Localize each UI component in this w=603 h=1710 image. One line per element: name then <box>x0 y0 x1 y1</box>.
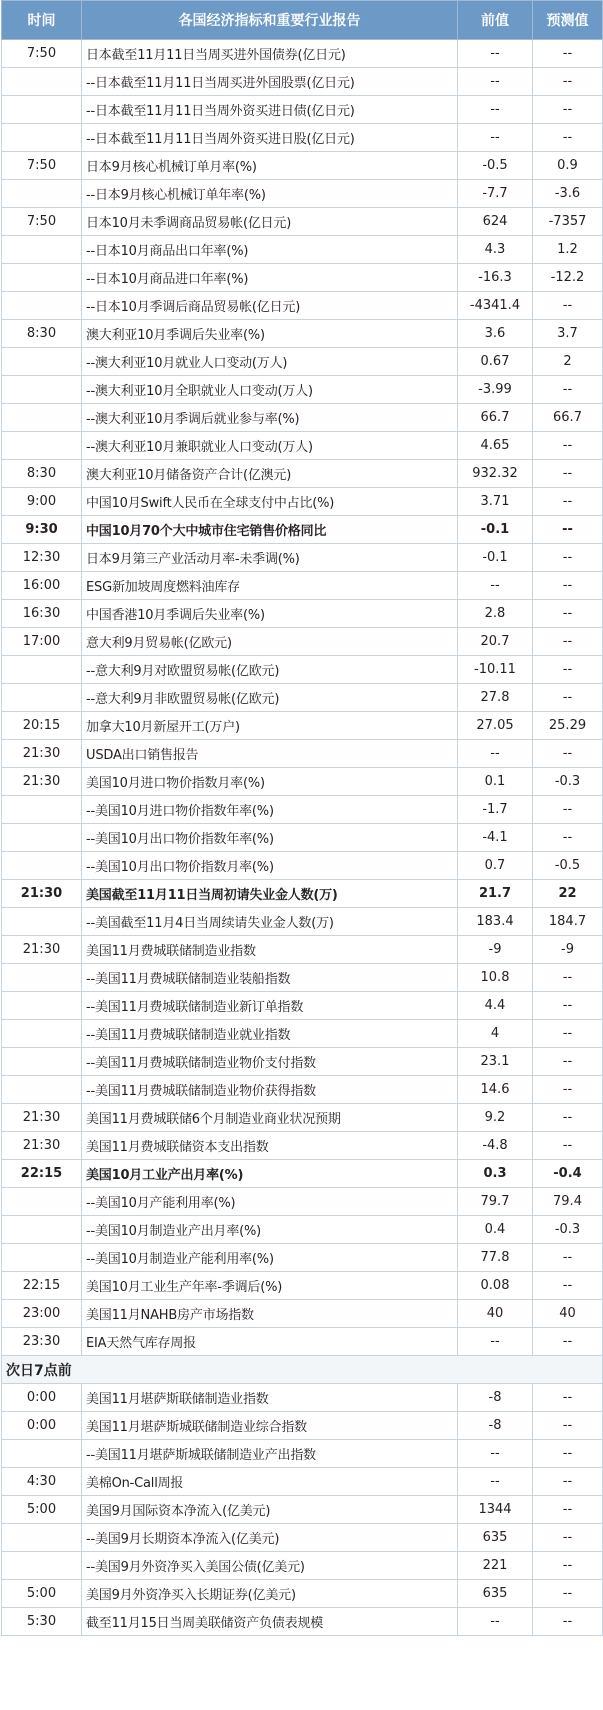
row-previous-value: -7.7 <box>458 180 533 208</box>
row-previous-value: 77.8 <box>458 1244 533 1272</box>
row-indicator-name: 美国11月堪萨斯联储制造业指数 <box>82 1384 458 1412</box>
row-forecast-value: -- <box>533 684 603 712</box>
row-forecast-value: -- <box>533 1496 603 1524</box>
row-time <box>2 236 82 264</box>
row-forecast-value: 0.9 <box>533 152 603 180</box>
row-previous-value: -0.5 <box>458 152 533 180</box>
row-time: 21:30 <box>2 880 82 908</box>
table-row <box>2 376 603 404</box>
header-prev: 前值 <box>458 1 533 40</box>
row-indicator-name: 美棉On-Call周报 <box>82 1468 458 1496</box>
row-indicator-name: 美国11月堪萨斯城联储制造业综合指数 <box>82 1412 458 1440</box>
row-time <box>2 376 82 404</box>
row-forecast-value: -- <box>533 488 603 516</box>
row-indicator-name: --澳大利亚10月季调后就业参与率(%) <box>82 404 458 432</box>
row-forecast-value: -- <box>533 516 603 544</box>
row-previous-value: 4.65 <box>458 432 533 460</box>
table-row <box>2 600 603 628</box>
row-indicator-name: --美国9月长期资本净流入(亿美元) <box>82 1524 458 1552</box>
row-previous-value: -3.99 <box>458 376 533 404</box>
row-time: 4:30 <box>2 1468 82 1496</box>
row-indicator-name: 澳大利亚10月储备资产合计(亿澳元) <box>82 460 458 488</box>
section-label: 次日7点前 <box>2 1356 603 1384</box>
row-time <box>2 1244 82 1272</box>
row-time <box>2 96 82 124</box>
row-indicator-name: --澳大利亚10月兼职就业人口变动(万人) <box>82 432 458 460</box>
row-time: 23:30 <box>2 1328 82 1356</box>
table-row <box>2 404 603 432</box>
row-indicator-name: 美国9月国际资本净流入(亿美元) <box>82 1496 458 1524</box>
table-row <box>2 880 603 908</box>
table-row <box>2 740 603 768</box>
table-row <box>2 1552 603 1580</box>
table-row <box>2 516 603 544</box>
row-forecast-value: -- <box>533 292 603 320</box>
row-time <box>2 1048 82 1076</box>
row-previous-value: -0.1 <box>458 544 533 572</box>
table-row <box>2 796 603 824</box>
row-previous-value: 4.3 <box>458 236 533 264</box>
row-previous-value: 0.1 <box>458 768 533 796</box>
row-indicator-name: --澳大利亚10月全职就业人口变动(万人) <box>82 376 458 404</box>
row-indicator-name: 美国11月费城联储6个月制造业商业状况预期 <box>82 1104 458 1132</box>
row-previous-value: -- <box>458 124 533 152</box>
header-title: 各国经济指标和重要行业报告 <box>82 1 458 40</box>
row-forecast-value: 1.2 <box>533 236 603 264</box>
row-time: 23:00 <box>2 1300 82 1328</box>
row-indicator-name: 意大利9月贸易帐(亿欧元) <box>82 628 458 656</box>
row-time: 5:00 <box>2 1580 82 1608</box>
row-time: 16:30 <box>2 600 82 628</box>
row-previous-value: 4 <box>458 1020 533 1048</box>
row-indicator-name: 中国10月70个大中城市住宅销售价格同比 <box>82 516 458 544</box>
row-forecast-value: -- <box>533 1524 603 1552</box>
row-indicator-name: 中国10月Swift人民币在全球支付中占比(%) <box>82 488 458 516</box>
row-previous-value: 21.7 <box>458 880 533 908</box>
row-forecast-value: -- <box>533 740 603 768</box>
row-forecast-value: -0.4 <box>533 1160 603 1188</box>
row-indicator-name: --澳大利亚10月就业人口变动(万人) <box>82 348 458 376</box>
row-time: 0:00 <box>2 1412 82 1440</box>
row-previous-value: -- <box>458 740 533 768</box>
row-time <box>2 992 82 1020</box>
row-time <box>2 348 82 376</box>
row-previous-value: 23.1 <box>458 1048 533 1076</box>
row-forecast-value: 79.4 <box>533 1188 603 1216</box>
table-row <box>2 936 603 964</box>
table-row <box>2 68 603 96</box>
row-forecast-value: -3.6 <box>533 180 603 208</box>
row-forecast-value: -- <box>533 992 603 1020</box>
table-row <box>2 292 603 320</box>
row-previous-value: 635 <box>458 1524 533 1552</box>
row-indicator-name: --美国11月费城联储制造业装船指数 <box>82 964 458 992</box>
row-previous-value: 221 <box>458 1552 533 1580</box>
table-row <box>2 684 603 712</box>
row-indicator-name: --日本10月季调后商品贸易帐(亿日元) <box>82 292 458 320</box>
row-indicator-name: --美国9月外资净买入美国公债(亿美元) <box>82 1552 458 1580</box>
row-time <box>2 1020 82 1048</box>
row-previous-value: 14.6 <box>458 1076 533 1104</box>
row-previous-value: -8 <box>458 1412 533 1440</box>
row-previous-value: -- <box>458 96 533 124</box>
row-indicator-name: USDA出口销售报告 <box>82 740 458 768</box>
row-indicator-name: --美国11月费城联储制造业就业指数 <box>82 1020 458 1048</box>
row-previous-value: -4.1 <box>458 824 533 852</box>
row-time: 7:50 <box>2 40 82 68</box>
row-time: 22:15 <box>2 1160 82 1188</box>
row-forecast-value: 40 <box>533 1300 603 1328</box>
row-time: 9:30 <box>2 516 82 544</box>
table-row <box>2 460 603 488</box>
row-forecast-value: -- <box>533 1244 603 1272</box>
row-time: 8:30 <box>2 320 82 348</box>
row-forecast-value: -- <box>533 1440 603 1468</box>
row-forecast-value: -9 <box>533 936 603 964</box>
row-indicator-name: 美国10月工业生产年率-季调后(%) <box>82 1272 458 1300</box>
table-row <box>2 1580 603 1608</box>
row-previous-value: 10.8 <box>458 964 533 992</box>
row-forecast-value: -- <box>533 1132 603 1160</box>
row-forecast-value: 3.7 <box>533 320 603 348</box>
table-header <box>2 1 603 40</box>
row-indicator-name: 日本10月未季调商品贸易帐(亿日元) <box>82 208 458 236</box>
row-time: 16:00 <box>2 572 82 600</box>
table-row <box>2 824 603 852</box>
row-forecast-value: -7357 <box>533 208 603 236</box>
row-indicator-name: --美国10月出口物价指数月率(%) <box>82 852 458 880</box>
row-time <box>2 1188 82 1216</box>
row-forecast-value: -12.2 <box>533 264 603 292</box>
row-indicator-name: --日本截至11月11日当周买进外国股票(亿日元) <box>82 68 458 96</box>
table-row <box>2 1608 603 1636</box>
table-row <box>2 1076 603 1104</box>
row-previous-value: 0.4 <box>458 1216 533 1244</box>
row-forecast-value: -- <box>533 824 603 852</box>
row-forecast-value: -0.5 <box>533 852 603 880</box>
row-forecast-value: -0.3 <box>533 1216 603 1244</box>
row-time <box>2 404 82 432</box>
row-forecast-value: 22 <box>533 880 603 908</box>
row-previous-value: 9.2 <box>458 1104 533 1132</box>
table-row <box>2 1272 603 1300</box>
row-indicator-name: 美国11月费城联储资本支出指数 <box>82 1132 458 1160</box>
row-previous-value: 0.7 <box>458 852 533 880</box>
row-time <box>2 1216 82 1244</box>
row-indicator-name: 美国10月工业产出月率(%) <box>82 1160 458 1188</box>
row-indicator-name: --美国10月出口物价指数年率(%) <box>82 824 458 852</box>
row-previous-value: 0.67 <box>458 348 533 376</box>
row-time <box>2 964 82 992</box>
row-forecast-value: -- <box>533 656 603 684</box>
header-forecast: 预测值 <box>533 1 603 40</box>
row-indicator-name: 美国9月外资净买入长期证券(亿美元) <box>82 1580 458 1608</box>
row-time: 22:15 <box>2 1272 82 1300</box>
row-indicator-name: 澳大利亚10月季调后失业率(%) <box>82 320 458 348</box>
table-row <box>2 1468 603 1496</box>
table-row <box>2 1300 603 1328</box>
table-row <box>2 964 603 992</box>
table-row <box>2 40 603 68</box>
row-forecast-value: -- <box>533 1468 603 1496</box>
row-previous-value: 624 <box>458 208 533 236</box>
row-forecast-value: -- <box>533 376 603 404</box>
row-time <box>2 264 82 292</box>
row-previous-value: -- <box>458 68 533 96</box>
table-row <box>2 656 603 684</box>
row-forecast-value: -- <box>533 1412 603 1440</box>
row-time <box>2 1440 82 1468</box>
table-row <box>2 180 603 208</box>
row-forecast-value: -- <box>533 1020 603 1048</box>
table-row <box>2 236 603 264</box>
row-time: 5:30 <box>2 1608 82 1636</box>
row-indicator-name: --意大利9月对欧盟贸易帐(亿欧元) <box>82 656 458 684</box>
table-row <box>2 320 603 348</box>
row-forecast-value: -- <box>533 124 603 152</box>
table-row <box>2 264 603 292</box>
table-body <box>2 40 603 1636</box>
row-indicator-name: --意大利9月非欧盟贸易帐(亿欧元) <box>82 684 458 712</box>
row-indicator-name: --美国10月产能利用率(%) <box>82 1188 458 1216</box>
table-row <box>2 768 603 796</box>
row-indicator-name: 美国截至11月11日当周初请失业金人数(万) <box>82 880 458 908</box>
row-previous-value: -- <box>458 1328 533 1356</box>
table-row <box>2 852 603 880</box>
row-time <box>2 180 82 208</box>
row-indicator-name: --美国10月制造业产能利用率(%) <box>82 1244 458 1272</box>
row-previous-value: 3.6 <box>458 320 533 348</box>
row-forecast-value: -- <box>533 96 603 124</box>
row-forecast-value: -- <box>533 40 603 68</box>
row-indicator-name: --美国11月费城联储制造业新订单指数 <box>82 992 458 1020</box>
table-row <box>2 712 603 740</box>
table-row <box>2 1440 603 1468</box>
row-forecast-value: -- <box>533 572 603 600</box>
table-row <box>2 1020 603 1048</box>
row-indicator-name: 美国11月NAHB房产市场指数 <box>82 1300 458 1328</box>
row-forecast-value: -- <box>533 964 603 992</box>
table-row <box>2 1160 603 1188</box>
row-indicator-name: --日本9月核心机械订单年率(%) <box>82 180 458 208</box>
table-row <box>2 208 603 236</box>
table-row <box>2 488 603 516</box>
row-forecast-value: -- <box>533 460 603 488</box>
row-indicator-name: --日本10月商品进口年率(%) <box>82 264 458 292</box>
table-row <box>2 432 603 460</box>
row-time <box>2 124 82 152</box>
row-forecast-value: -- <box>533 1272 603 1300</box>
row-indicator-name: 加拿大10月新屋开工(万户) <box>82 712 458 740</box>
table-row <box>2 1384 603 1412</box>
row-previous-value: 3.71 <box>458 488 533 516</box>
row-forecast-value: 66.7 <box>533 404 603 432</box>
row-forecast-value: -- <box>533 1552 603 1580</box>
row-time: 9:00 <box>2 488 82 516</box>
row-time <box>2 1076 82 1104</box>
row-time: 8:30 <box>2 460 82 488</box>
row-forecast-value: -- <box>533 544 603 572</box>
row-indicator-name: 中国香港10月季调后失业率(%) <box>82 600 458 628</box>
row-indicator-name: --日本截至11月11日当周外资买进日债(亿日元) <box>82 96 458 124</box>
row-previous-value: -- <box>458 1468 533 1496</box>
table-row <box>2 1496 603 1524</box>
row-time: 5:00 <box>2 1496 82 1524</box>
row-previous-value: 27.05 <box>458 712 533 740</box>
row-previous-value: 183.4 <box>458 908 533 936</box>
row-forecast-value: -- <box>533 600 603 628</box>
row-previous-value: -- <box>458 1440 533 1468</box>
row-indicator-name: --日本截至11月11日当周外资买进日股(亿日元) <box>82 124 458 152</box>
row-forecast-value: -- <box>533 628 603 656</box>
row-time: 12:30 <box>2 544 82 572</box>
row-previous-value: 0.3 <box>458 1160 533 1188</box>
table-row <box>2 1188 603 1216</box>
row-time <box>2 824 82 852</box>
row-forecast-value: -- <box>533 1076 603 1104</box>
row-previous-value: -- <box>458 40 533 68</box>
table-row <box>2 348 603 376</box>
row-previous-value: 27.8 <box>458 684 533 712</box>
row-time: 21:30 <box>2 936 82 964</box>
row-indicator-name: 日本9月核心机械订单月率(%) <box>82 152 458 180</box>
row-time <box>2 68 82 96</box>
row-indicator-name: EIA天然气库存周报 <box>82 1328 458 1356</box>
table-row <box>2 544 603 572</box>
row-forecast-value: -- <box>533 1608 603 1636</box>
row-time <box>2 656 82 684</box>
row-indicator-name: --美国截至11月4日当周续请失业金人数(万) <box>82 908 458 936</box>
row-previous-value: -0.1 <box>458 516 533 544</box>
row-previous-value: 79.7 <box>458 1188 533 1216</box>
table-row <box>2 1524 603 1552</box>
row-forecast-value: -- <box>533 1104 603 1132</box>
row-indicator-name: --日本10月商品出口年率(%) <box>82 236 458 264</box>
table-row <box>2 992 603 1020</box>
row-previous-value: 4.4 <box>458 992 533 1020</box>
row-forecast-value: -- <box>533 1048 603 1076</box>
row-time: 21:30 <box>2 1104 82 1132</box>
row-previous-value: 932.32 <box>458 460 533 488</box>
row-forecast-value: 184.7 <box>533 908 603 936</box>
row-time: 7:50 <box>2 208 82 236</box>
table-row <box>2 572 603 600</box>
row-previous-value: -16.3 <box>458 264 533 292</box>
row-previous-value: -4.8 <box>458 1132 533 1160</box>
row-time <box>2 1552 82 1580</box>
row-time: 7:50 <box>2 152 82 180</box>
table-row <box>2 1132 603 1160</box>
row-previous-value: 40 <box>458 1300 533 1328</box>
table-row <box>2 124 603 152</box>
row-previous-value: 2.8 <box>458 600 533 628</box>
row-time <box>2 852 82 880</box>
row-time <box>2 684 82 712</box>
row-indicator-name: 截至11月15日当周美联储资产负债表规模 <box>82 1608 458 1636</box>
row-forecast-value: -- <box>533 432 603 460</box>
row-previous-value: -4341.4 <box>458 292 533 320</box>
row-indicator-name: --美国10月制造业产出月率(%) <box>82 1216 458 1244</box>
row-forecast-value: -- <box>533 796 603 824</box>
table-row <box>2 96 603 124</box>
row-time <box>2 908 82 936</box>
row-forecast-value: 2 <box>533 348 603 376</box>
row-previous-value: 1344 <box>458 1496 533 1524</box>
row-previous-value: 635 <box>458 1580 533 1608</box>
row-forecast-value: 25.29 <box>533 712 603 740</box>
row-time <box>2 796 82 824</box>
table-row <box>2 1104 603 1132</box>
row-indicator-name: --美国10月进口物价指数年率(%) <box>82 796 458 824</box>
row-previous-value: 0.08 <box>458 1272 533 1300</box>
row-indicator-name: --美国11月费城联储制造业物价获得指数 <box>82 1076 458 1104</box>
row-previous-value: -9 <box>458 936 533 964</box>
row-previous-value: -- <box>458 1608 533 1636</box>
table-row <box>2 1412 603 1440</box>
section-row <box>2 1356 603 1384</box>
row-indicator-name: 美国10月进口物价指数月率(%) <box>82 768 458 796</box>
row-forecast-value: -0.3 <box>533 768 603 796</box>
row-indicator-name: ESG新加坡周度燃料油库存 <box>82 572 458 600</box>
row-previous-value: -- <box>458 572 533 600</box>
row-indicator-name: 日本截至11月11日当周买进外国债券(亿日元) <box>82 40 458 68</box>
row-previous-value: 66.7 <box>458 404 533 432</box>
row-previous-value: -1.7 <box>458 796 533 824</box>
row-forecast-value: -- <box>533 1328 603 1356</box>
row-time: 0:00 <box>2 1384 82 1412</box>
row-previous-value: -10.11 <box>458 656 533 684</box>
row-time: 21:30 <box>2 1132 82 1160</box>
table-row <box>2 152 603 180</box>
row-time: 20:15 <box>2 712 82 740</box>
row-time <box>2 432 82 460</box>
table-row <box>2 628 603 656</box>
row-time <box>2 292 82 320</box>
header-time: 时间 <box>2 1 82 40</box>
row-indicator-name: --美国11月堪萨斯城联储制造业产出指数 <box>82 1440 458 1468</box>
row-indicator-name: 美国11月费城联储制造业指数 <box>82 936 458 964</box>
row-time <box>2 1524 82 1552</box>
table-row <box>2 1328 603 1356</box>
table-row <box>2 1244 603 1272</box>
row-time: 21:30 <box>2 768 82 796</box>
table-row <box>2 908 603 936</box>
table-row <box>2 1216 603 1244</box>
row-time: 17:00 <box>2 628 82 656</box>
row-forecast-value: -- <box>533 1384 603 1412</box>
row-forecast-value: -- <box>533 1580 603 1608</box>
row-time: 21:30 <box>2 740 82 768</box>
row-indicator-name: --美国11月费城联储制造业物价支付指数 <box>82 1048 458 1076</box>
row-indicator-name: 日本9月第三产业活动月率-未季调(%) <box>82 544 458 572</box>
table-row <box>2 1048 603 1076</box>
row-previous-value: -8 <box>458 1384 533 1412</box>
row-forecast-value: -- <box>533 68 603 96</box>
row-previous-value: 20.7 <box>458 628 533 656</box>
economic-indicators-table <box>1 0 603 1636</box>
